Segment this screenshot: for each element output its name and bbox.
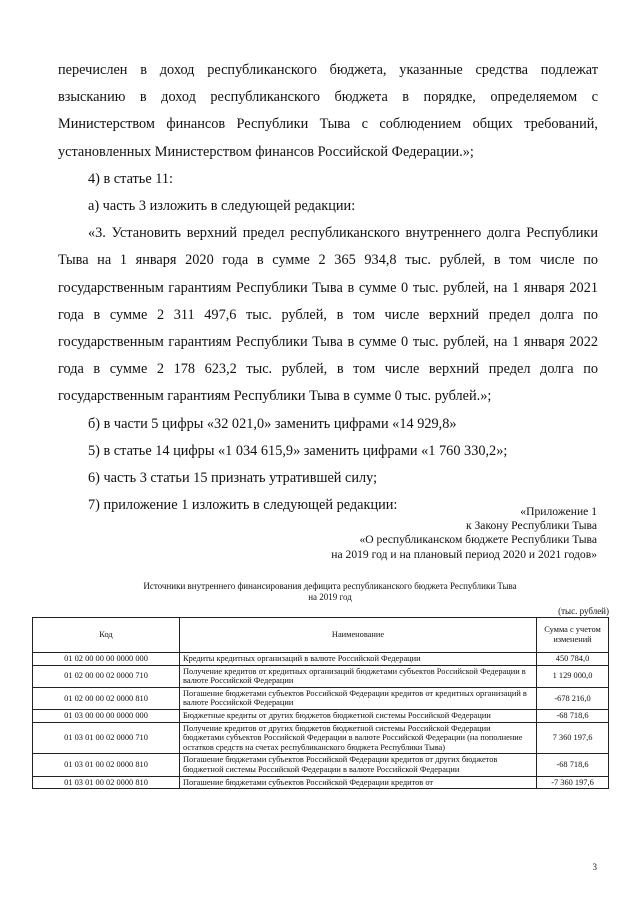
table-row	[33, 754, 609, 776]
cell-code: 01 03 01 00 02 0000 810	[33, 776, 180, 789]
cell-name: Погашение бюджетами субъектов Российской Федерации кредитов от других бюджетов бюджетной системы Российской Федерации в валюте Российской Федерации	[180, 754, 537, 776]
cell-name: Бюджетные кредиты от других бюджетов бюджетной системы Российской Федерации	[180, 709, 537, 722]
table-row	[33, 709, 609, 722]
cell-name: Погашение бюджетами субъектов Российской Федерации кредитов от	[180, 776, 537, 789]
appendix-header	[197, 505, 597, 562]
cell-sum: 1 129 000,0	[537, 665, 609, 687]
header-sum: Сумма с учетом изменений	[537, 618, 609, 653]
units-label: (тыс. рублей)	[558, 606, 609, 616]
cell-sum: 450 784,0	[537, 653, 609, 666]
paragraph-subitem-a: а) часть 3 изложить в следующей редакции:	[88, 198, 356, 215]
cell-name: Получение кредитов от других бюджетов бюджетной системы Российской Федерации бюджетами субъектов Российской Федерации в валюте Российской Федерации (на пополнение остатков средств на счетах республиканского бюджета Республики Тыва)	[180, 722, 537, 754]
paragraph-debt-limit: «3. Установить верхний предел республиканского внутреннего долга Республики Тыва на 1 января 2020 года в сумме 2 365 934,8 тыс. рублей, в том числе по государственным гарантиям Республики Тыва в сумме 0 тыс. рублей, на 1 января 2021 года в сумме 2 311 497,6 тыс. рублей, в том числе верхний предел долга по государственным гарантиям Республики Тыва в сумме 0 тыс. рублей, на 1 января 2022 года в сумме 2 178 623,2 тыс. рублей, в том числе верхний предел долга по государственным гарантиям Республики Тыва в сумме 0 тыс. рублей.»;	[58, 225, 598, 405]
cell-code: 01 02 00 00 02 0000 710	[33, 665, 180, 687]
paragraph-continuation: перечислен в доход республиканского бюджета, указанные средства подлежат взысканию в доход республиканского бюджета в порядке, определяемом с Министерством финансов Республики Тыва с соблюдением общих требований, установленных Министерством финансов Российской Федерации.»;	[58, 62, 598, 160]
paragraph-item-7: 7) приложение 1 изложить в следующей редакции:	[88, 497, 398, 514]
appendix-line: «Приложение 1	[520, 505, 597, 518]
financing-table	[32, 617, 609, 789]
cell-name: Погашение бюджетами субъектов Российской Федерации кредитов от кредитных организаций в валюте Российской Федерации	[180, 687, 537, 709]
body-text	[58, 57, 598, 519]
table-header-row	[33, 618, 609, 653]
table-title-line: Источники внутреннего финансирования дефицита республиканского бюджета Республики Тыва	[143, 581, 517, 591]
paragraph-subitem-b: б) в части 5 цифры «32 021,0» заменить цифрами «14 929,8»	[88, 415, 457, 432]
cell-code: 01 03 01 00 02 0000 710	[33, 722, 180, 754]
page-number: 3	[592, 862, 597, 872]
cell-sum: -68 718,6	[537, 754, 609, 776]
cell-code: 01 03 01 00 02 0000 810	[33, 754, 180, 776]
paragraph-item-5: 5) в статье 14 цифры «1 034 615,9» заменить цифрами «1 760 330,2»;	[88, 442, 508, 459]
appendix-line: «О республиканском бюджете Республики Тыва	[359, 533, 597, 547]
table-title	[70, 581, 590, 603]
table-row	[33, 665, 609, 687]
cell-code: 01 03 00 00 00 0000 000	[33, 709, 180, 722]
cell-name: Кредиты кредитных организаций в валюте Российской Федерации	[180, 653, 537, 666]
table-row	[33, 722, 609, 754]
paragraph-item-4: 4) в статье 11:	[88, 170, 173, 187]
cell-sum: -7 360 197,6	[537, 776, 609, 789]
table-row	[33, 687, 609, 709]
header-code: Код	[33, 618, 180, 653]
table-title-line: на 2019 год	[308, 592, 352, 602]
appendix-line: к Закону Республики Тыва	[465, 519, 597, 533]
appendix-line: на 2019 год и на плановый период 2020 и 2021 годов»	[331, 547, 597, 561]
table-row	[33, 653, 609, 666]
cell-sum: -678 216,0	[537, 687, 609, 709]
header-name: Наименование	[180, 618, 537, 653]
paragraph-item-6: 6) часть 3 статьи 15 признать утратившей силу;	[88, 470, 378, 487]
cell-sum: 7 360 197,6	[537, 722, 609, 754]
cell-code: 01 02 00 00 00 0000 000	[33, 653, 180, 666]
cell-sum: -68 718,6	[537, 709, 609, 722]
cell-name: Получение кредитов от кредитных организаций бюджетами субъектов Российской Федерации в валюте Российской Федерации	[180, 665, 537, 687]
table-row	[33, 776, 609, 789]
cell-code: 01 02 00 00 02 0000 810	[33, 687, 180, 709]
